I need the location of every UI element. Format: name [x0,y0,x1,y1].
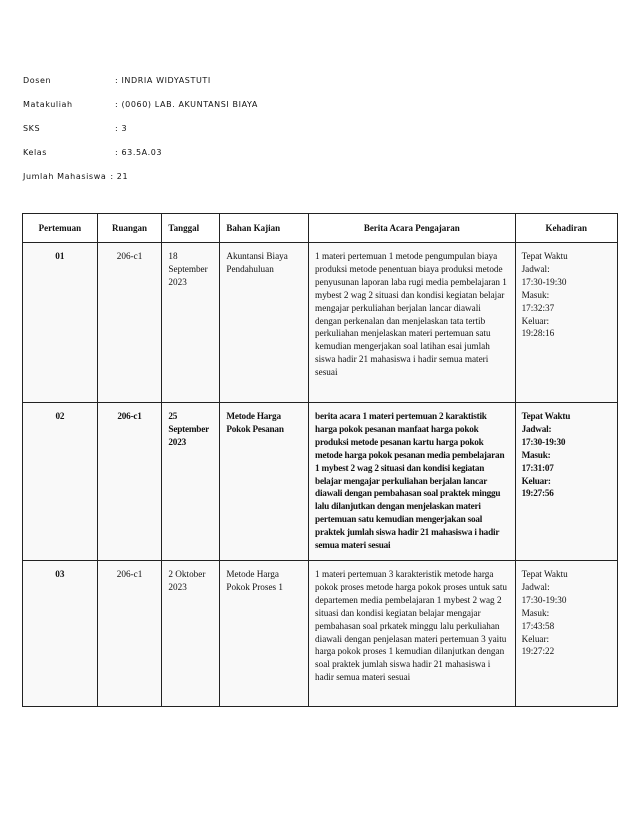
kehadiran-jadwal-label: Jadwal: [521,423,552,434]
cell-ruangan: 206-c1 [97,403,162,561]
kehadiran-masuk-label: Masuk: [521,607,550,618]
cell-pertemuan: 02 [23,403,98,561]
matakuliah-value: : (0060) LAB. AKUNTANSI BIAYA [115,100,258,109]
kehadiran-keluar-value: 19:28:16 [521,328,555,339]
kehadiran-masuk-value: 17:32:37 [521,302,555,313]
info-row-sks [23,124,258,148]
kehadiran-jadwal-value: 17:30-19:30 [521,594,567,605]
cell-kehadiran [515,561,617,707]
info-row-kelas [23,148,258,172]
kehadiran-status: Tepat Waktu [521,411,571,421]
cell-bahan-kajian: Akuntansi Biaya Pendahuluan [220,243,309,403]
kehadiran-keluar-label: Keluar: [521,633,550,644]
header-pertemuan: Pertemuan [23,214,98,243]
cell-berita-acara: berita acara 1 materi pertemuan 2 karaktistik harga pokok pesanan manfaat harga pokok produksi metode pesanan kartu harga pokok metode harga pokok pesanan media pembelajaran 1 mybest 2 wag 2 situasi dan kondisi kegiatan belajar mengajar perkuliahan berjalan lancar diawali dengan pembahasan soal praktek minggu lalu dilanjutkan dengan menjelaskan materi pertemuan satu kemudian mengerjakan soal praktek jumlah siswa hadir 21 mahasiswa i hadir semua materi sesuai [309,403,516,561]
cell-pertemuan: 03 [23,561,98,707]
table-row [23,561,618,707]
cell-tanggal: 18 September 2023 [162,243,220,403]
cell-berita-acara: 1 materi pertemuan 1 metode pengumpulan biaya produksi metode penentuan biaya produksi metode penyusunan laporan laba rugi media pembelajaran 1 mybest 2 wag 2 situasi dan kondisi kegiatan belajar mengajar perkuliahan berjalan lancar diawali dengan perkenalan dan menjelaskan tata tertib perkuliahan menjelaskan materi pertemuan satu kemudian mengerjakan soal latihan esai jumlah siswa hadir 21 mahasiswa i hadir semua materi sesuai [309,243,516,403]
kehadiran-masuk-value: 17:31:07 [521,462,554,473]
header-kehadiran: Kehadiran [515,214,617,243]
table-row [23,243,618,403]
kehadiran-jadwal-value: 17:30-19:30 [521,276,567,287]
cell-pertemuan: 01 [23,243,98,403]
course-info [23,76,258,196]
cell-tanggal: 25 September 2023 [162,403,220,561]
cell-kehadiran [515,403,617,561]
dosen-value: : INDRIA WIDYASTUTI [115,76,211,85]
jumlah-label: Jumlah Mahasiswa [23,172,107,181]
info-row-matakuliah [23,100,258,124]
sks-value: : 3 [115,124,128,133]
kehadiran-keluar-value: 19:27:56 [521,488,554,499]
info-row-jumlah [23,172,258,196]
dosen-label: Dosen [23,76,52,85]
header-bahan-kajian: Bahan Kajian [220,214,309,243]
matakuliah-label: Matakuliah [23,100,73,109]
kehadiran-masuk-label: Masuk: [521,449,551,460]
kehadiran-keluar-label: Keluar: [521,475,551,486]
kehadiran-jadwal-label: Jadwal: [521,263,550,274]
cell-kehadiran [515,243,617,403]
kehadiran-masuk-value: 17:43:58 [521,620,555,631]
header-ruangan: Ruangan [97,214,162,243]
cell-ruangan: 206-c1 [97,561,162,707]
kehadiran-jadwal-label: Jadwal: [521,581,550,592]
cell-bahan-kajian: Metode Harga Pokok Pesanan [220,403,309,561]
kehadiran-status: Tepat Waktu [521,251,568,261]
cell-bahan-kajian: Metode Harga Pokok Proses 1 [220,561,309,707]
attendance-table [22,213,618,707]
kehadiran-keluar-label: Keluar: [521,315,550,326]
kelas-label: Kelas [23,148,48,157]
jumlah-value: : 21 [110,172,129,181]
kehadiran-masuk-label: Masuk: [521,289,550,300]
info-row-dosen [23,76,258,100]
kehadiran-status: Tepat Waktu [521,569,568,579]
kelas-value: : 63.5A.03 [115,148,163,157]
cell-ruangan: 206-c1 [97,243,162,403]
table-row [23,403,618,561]
cell-tanggal: 2 Oktober 2023 [162,561,220,707]
cell-berita-acara: 1 materi pertemuan 3 karakteristik metode harga pokok proses metode harga pokok proses untuk satu departemen media pembelajaran 1 mybest 2 wag 2 situasi dan kondisi kegiatan belajar mengajar pembahasan soal prkatek minggu lalu perkuliahan diawali dengan penjelasan materi pertemuan 3 yaitu harga pokok proses 1 kemudian dilanjutkan dengan soal praktek jumlah siswa hadir 21 mahasiswa i hadir semua materi sesuai [309,561,516,707]
sks-label: SKS [23,124,41,133]
table-header-row [23,214,618,243]
kehadiran-jadwal-value: 17:30-19:30 [521,436,566,447]
header-berita-acara: Berita Acara Pengajaran [309,214,516,243]
header-tanggal: Tanggal [162,214,220,243]
kehadiran-keluar-value: 19:27:22 [521,646,555,657]
